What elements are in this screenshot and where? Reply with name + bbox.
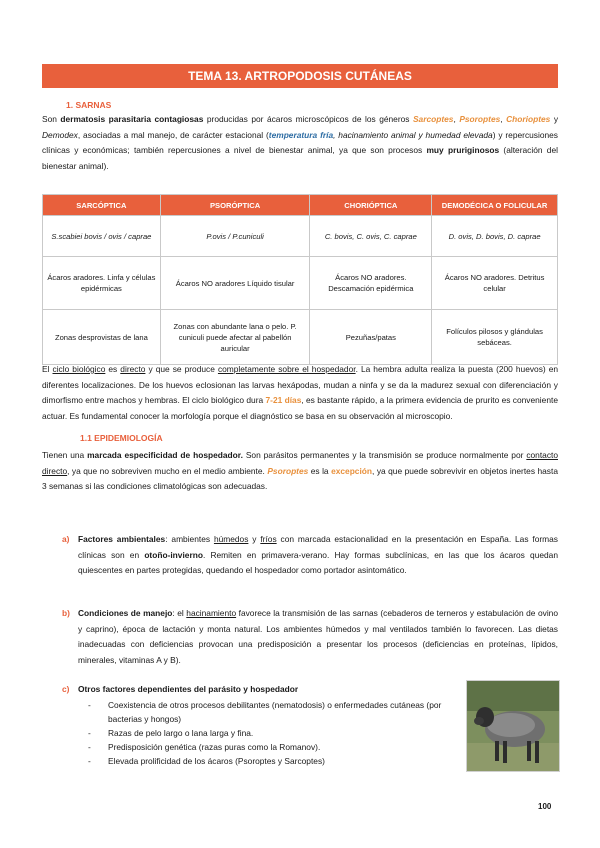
list-marker: a)	[62, 534, 70, 544]
table-cell: C. bovis, C. ovis, C. caprae	[310, 216, 432, 257]
sheep-photo	[466, 680, 560, 772]
list-marker: b)	[62, 608, 70, 618]
table-row	[43, 310, 558, 365]
sub-list-item: - Elevada prolificidad de los ácaros (Psoroptes y Sarcoptes)	[88, 756, 325, 767]
sub-list-item: - Predisposición genética (razas puras como la Romanov).	[88, 742, 321, 753]
list-marker: c)	[62, 684, 70, 694]
cycle-duration: 7-21 días	[265, 395, 302, 405]
section-heading-epidemiologia: 1.1 EPIDEMIOLOGÍA	[80, 433, 163, 443]
table-cell: Ácaros aradores. Linfa y células epidérmicas	[43, 257, 161, 310]
life-cycle-paragraph: El ciclo biológico es directo y que se produce completamente sobre el hospedador. La hembra adulta realiza la puesta (200 huevos) en diferentes localizaciones. De los huevos eclosionan las larvas hexápodas, mudan a ninfa y se da la madurez sexual con diferenciación y dimorfismo entre machos y hembras. El ciclo biológico dura 7-21 días, es bastante rápido, a la primera evidencia de prurito es conveniente actuar. Es fundamental conocer la morfología porque el diagnóstico se basa en su observación al microscopio.	[42, 364, 559, 421]
table-header-sarcoptica: SARCÓPTICA	[43, 195, 161, 216]
table-cell: Ácaros NO aradores. Descamación epidérmica	[310, 257, 432, 310]
table-cell: Ácaros NO aradores Líquido tisular	[160, 257, 310, 310]
mange-types-table	[42, 194, 558, 365]
genus-chorioptes: Chorioptes	[506, 114, 551, 124]
list-item-b: b) Condiciones de manejo: el hacinamiento favorece la transmisión de las sarnas (cebaderos de terneros y estabulación de ovino y caprino), época de lactación y monta natural. Los ambientes húmedos y mal ventilados también lo favorecen. Las dietas inadecuadas con deficiencias provocan una predisposición a presentar los procesos (deficiencias en proteínas, lípidos, minerales, vitaminas A y B).	[62, 608, 558, 665]
table-header-psoroptica: PSORÓPTICA	[160, 195, 310, 216]
table-cell: Folículos pilosos y glándulas sebáceas.	[432, 310, 558, 365]
genus-sarcoptes: Sarcoptes	[412, 114, 454, 124]
intro-paragraph: Son dermatosis parasitaria contagiosas producidas por ácaros microscópicos de los géneros Sarcoptes, Psoroptes, Chorioptes y Demodex, asociadas a mal manejo, de carácter estacional (temperatura fría, hacinamiento animal y humedad elevada) y repercusiones clínicas y económicas; también repercusiones a nivel de bienestar animal, ya que son procesos muy pruriginosos (alteración del bienestar animal).	[42, 114, 559, 171]
epidemiology-paragraph: Tienen una marcada especificidad de hospedador. Son parásitos permanentes y la transmisión se produce normalmente por contacto directo, ya que no sobreviven mucho en el medio ambiente. Psoroptes es la excepción, ya que puede sobrevivir en objetos inertes hasta 3 semanas si las condiciones climatológicas son adecuadas.	[42, 450, 558, 491]
table-row	[43, 257, 558, 310]
list-item-c	[62, 682, 462, 769]
table-cell: P.ovis / P.cuniculi	[160, 216, 310, 257]
table-cell: Pezuñas/patas	[310, 310, 432, 365]
sub-list-item: - Razas de pelo largo o lana larga y fina.	[88, 727, 254, 738]
list-item-a: a) Factores ambientales: ambientes húmedos y fríos con marcada estacionalidad en la presentación en España. Las formas clínicas son en otoño-invierno. Remiten en primavera-verano. Hay formas subclínicas, en las que los ácaros quedan quiescentes en partes protegidas, quedando el hospedador como portador asintomático.	[62, 534, 558, 575]
sub-list	[62, 698, 462, 769]
genus-psoroptes: Psoroptes	[459, 114, 501, 124]
table-cell: D. ovis, D. bovis, D. caprae	[432, 216, 558, 257]
table-row	[43, 216, 558, 257]
page-title: TEMA 13. ARTROPODOSIS CUTÁNEAS	[42, 64, 558, 88]
table-cell: Ácaros NO aradores. Detritus celular	[432, 257, 558, 310]
table-header-demodecica: DEMODÉCICA O FOLICULAR	[432, 195, 558, 216]
table-cell: S.scabiei bovis / ovis / caprae	[43, 216, 161, 257]
page-number: 100	[538, 802, 552, 811]
table-cell: Zonas con abundante lana o pelo. P. cuniculi puede afectar al pabellón auricular	[160, 310, 310, 365]
table-cell: Zonas desprovistas de lana	[43, 310, 161, 365]
section-heading-sarnas: 1. SARNAS	[66, 100, 112, 110]
list-item-c-title: Otros factores dependientes del parásito y hospedador	[78, 684, 299, 694]
table-header-chorioptica: CHORIÓPTICA	[310, 195, 432, 216]
sub-list-item: - Coexistencia de otros procesos debilitantes (nematodosis) o enfermedades cutáneas (por bacterias y hongos)	[88, 699, 442, 724]
genus-demodex: Demodex	[42, 129, 78, 140]
